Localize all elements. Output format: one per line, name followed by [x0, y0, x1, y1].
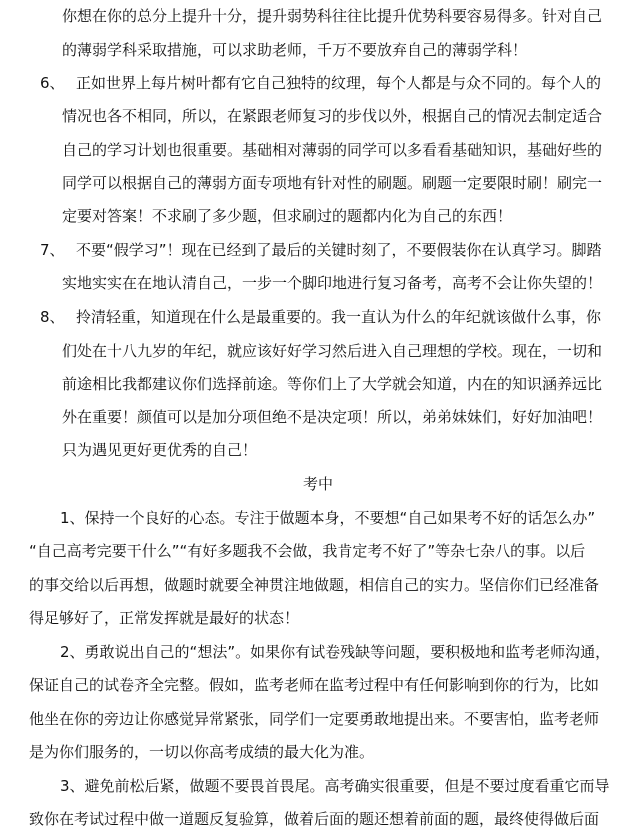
paragraph-line: 他坐在你的旁边让你感觉异常紧张，同学们一定要勇敢地提出来。不要害怕，监考老师 [29, 710, 600, 728]
continuation-line: 你想在你的总分上提升十分，提升弱势科往往比提升优势科要容易得多。针对自己 [62, 7, 603, 25]
item-line: 自己的学习计划也很重要。基础相对薄弱的同学可以多看看基础知识，基础好些的 [62, 141, 603, 159]
item-line: 只为遇见更好更优秀的自己！ [62, 441, 258, 459]
paragraph-line: 是为你们服务的，一切以你高考成绩的最大化为准。 [29, 743, 375, 761]
paragraph-line: 1、保持一个良好的心态。专注于做题本身，不要想“自己如果考不好的话怎么办” [60, 509, 596, 527]
item-line: 定要对答案！不求刷了多少题，但求刷过的题都内化为自己的东西！ [62, 207, 513, 225]
item-line: 外在重要！颜值可以是加分项但绝不是决定项！所以，弟弟妹妹们，好好加油吧！ [62, 408, 603, 426]
paragraph-line: “自己高考完要干什么”“有好多题我不会做，我肯定考不好了”等杂七杂八的事。以后 [29, 542, 586, 560]
continuation-line: 的薄弱学科采取措施，可以求助老师，千万不要放弃自己的薄弱学科！ [62, 41, 528, 59]
paragraph-line: 致你在考试过程中做一道题反复验算，做着后面的题还想着前面的题，最终使得做后面 [29, 810, 600, 828]
item-line: 前途相比我都建议你们选择前途。等你们上了大学就会知道，内在的知识涵养远比 [62, 375, 603, 393]
item-line: 正如世界上每片树叶都有它自己独特的纹理，每个人都是与众不同的。每个人的 [76, 74, 602, 92]
paragraph-line: 3、避免前松后紧，做题不要畏首畏尾。高考确实很重要，但是不要过度看重它而导 [60, 777, 610, 795]
item-line: 同学可以根据自己的薄弱方面专项地有针对性的刷题。刷题一定要限时刷！刷完一 [62, 174, 603, 192]
paragraph-line: 得足够好了，正常发挥就是最好的状态！ [29, 609, 300, 627]
paragraph-line: 的事交给以后再想，做题时就要全神贯注地做题，相信自己的实力。坚信你们已经准备 [29, 576, 600, 594]
item-number: 7、 [40, 241, 65, 259]
item-line: 不要“假学习”！现在已经到了最后的关键时刻了，不要假装你在认真学习。脚踏 [76, 241, 602, 259]
item-number: 8、 [40, 308, 65, 326]
paragraph-line: 保证自己的试卷齐全完整。假如，监考老师在监考过程中有任何影响到你的行为，比如 [29, 676, 600, 694]
item-line: 实地实实在在地认清自己，一步一个脚印地进行复习备考，高考不会让你失望的！ [62, 274, 603, 292]
item-line: 情况也各不相同，所以，在紧跟老师复习的步伐以外，根据自己的情况去制定适合 [62, 107, 603, 125]
section-heading: 考中 [302, 475, 333, 493]
item-line: 拎清轻重，知道现在什么是最重要的。我一直认为什么的年纪就该做什么事，你 [76, 308, 602, 326]
paragraph-line: 2、勇敢说出自己的“想法”。如果你有试卷残缺等问题，要积极地和监考老师沟通， [60, 643, 611, 661]
item-line: 们处在十八九岁的年纪，就应该好好学习然后进入自己理想的学校。现在，一切和 [62, 342, 603, 360]
item-number: 6、 [40, 74, 65, 92]
